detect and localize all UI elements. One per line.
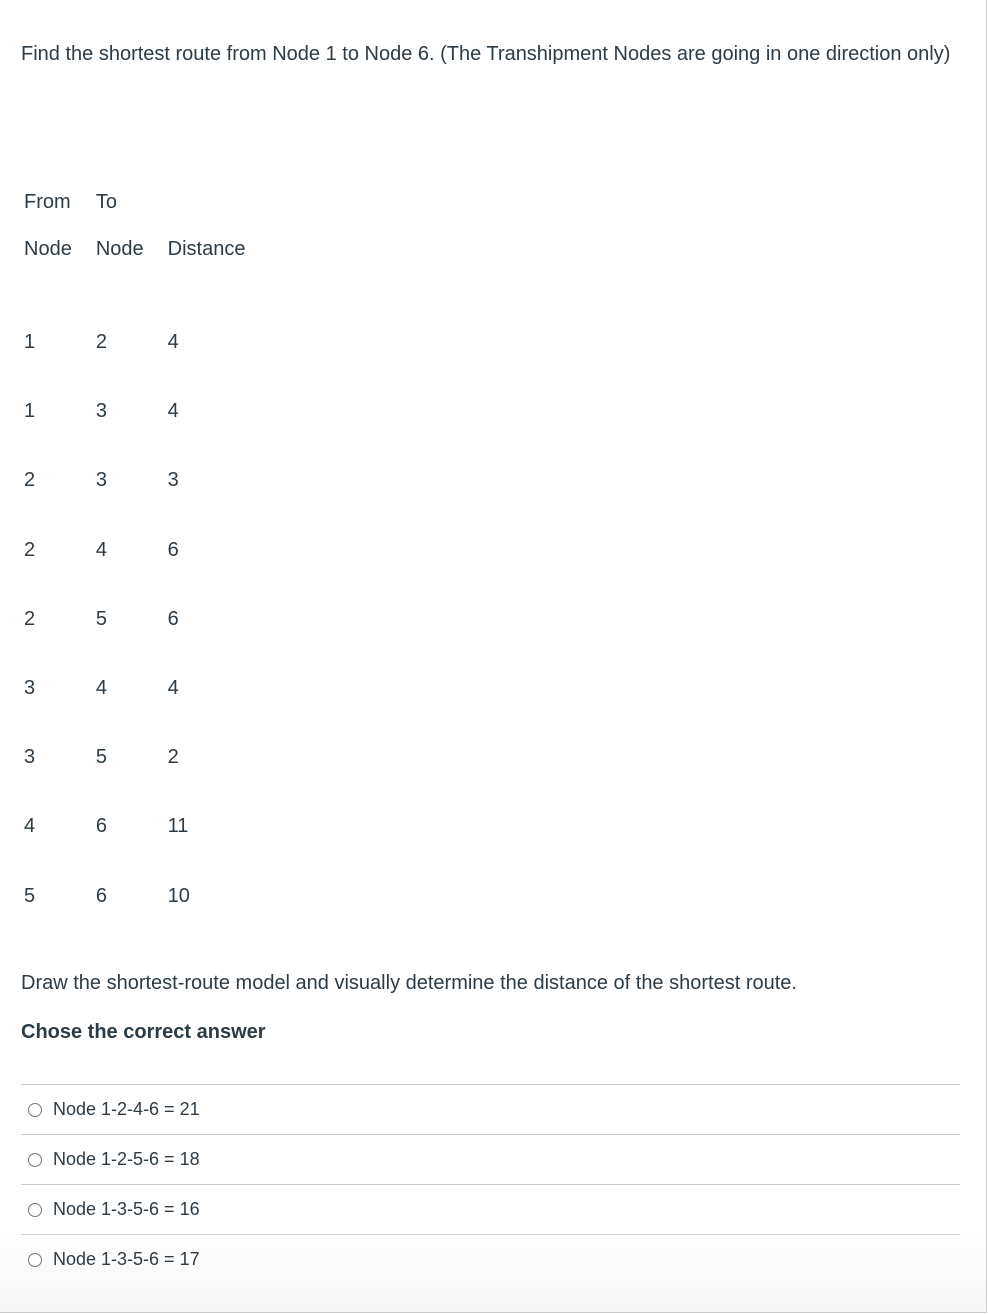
instruction-text: Draw the shortest-route model and visually determine the distance of the shortest route. [21,972,797,994]
header-distance: Distance [167,237,246,260]
distance-cell: 6 [167,607,179,630]
table-row [12,585,257,654]
table-row [12,654,257,723]
answer-options [21,1084,960,1284]
answer-label[interactable]: Node 1-3-5-6 = 17 [53,1249,200,1269]
to-node-cell: 3 [95,469,107,492]
to-node-cell: 5 [95,746,107,769]
answer-label[interactable]: Node 1-2-5-6 = 18 [53,1149,200,1169]
header-to-node: Node [95,237,144,260]
table-row [12,377,257,446]
radio-button-icon[interactable] [28,1103,42,1117]
to-node-cell: 4 [95,677,107,700]
table-row [12,308,257,377]
table-row [12,446,257,515]
table-row [12,516,257,585]
from-node-cell: 1 [24,331,36,354]
answer-label[interactable]: Node 1-2-4-6 = 21 [53,1099,200,1119]
answer-option-1[interactable] [21,1084,960,1134]
header-from: From [24,190,71,213]
distance-cell: 6 [167,538,179,561]
distance-cell: 4 [167,400,179,423]
answer-option-3[interactable] [21,1184,960,1234]
table-row [12,723,257,792]
to-node-cell: 4 [95,538,107,561]
question-text: Find the shortest route from Node 1 to Node 6. (The Transhipment Nodes are going in one direction only) [21,43,951,65]
radio-button-icon[interactable] [28,1203,42,1217]
table-row [12,862,257,931]
route-table [12,180,257,931]
table-header-row-2 [12,224,257,274]
answer-option-2[interactable] [21,1134,960,1184]
answer-option-4[interactable] [21,1234,960,1284]
header-to: To [95,190,117,213]
answer-prompt: Chose the correct answer [21,1021,266,1043]
table-row [12,792,257,861]
radio-button-icon[interactable] [28,1253,42,1267]
distance-cell: 2 [167,746,179,769]
from-node-cell: 1 [24,400,36,423]
from-node-cell: 3 [24,746,36,769]
distance-cell: 11 [167,815,189,838]
to-node-cell: 5 [95,607,107,630]
to-node-cell: 6 [95,815,107,838]
from-node-cell: 2 [24,607,36,630]
header-blank [156,180,258,224]
distance-cell: 4 [167,677,179,700]
table-header-row-1 [12,180,257,224]
from-node-cell: 3 [24,677,36,700]
from-node-cell: 4 [24,815,36,838]
radio-button-icon[interactable] [28,1153,42,1167]
distance-cell: 4 [167,331,179,354]
distance-cell: 3 [167,469,179,492]
to-node-cell: 3 [95,400,107,423]
from-node-cell: 2 [24,469,36,492]
answer-label[interactable]: Node 1-3-5-6 = 16 [53,1199,200,1219]
header-from-node: Node [24,237,72,260]
from-node-cell: 5 [24,884,36,907]
to-node-cell: 2 [95,331,107,354]
table-spacer [12,274,257,308]
to-node-cell: 6 [95,884,107,907]
distance-cell: 10 [167,884,190,907]
from-node-cell: 2 [24,538,36,561]
